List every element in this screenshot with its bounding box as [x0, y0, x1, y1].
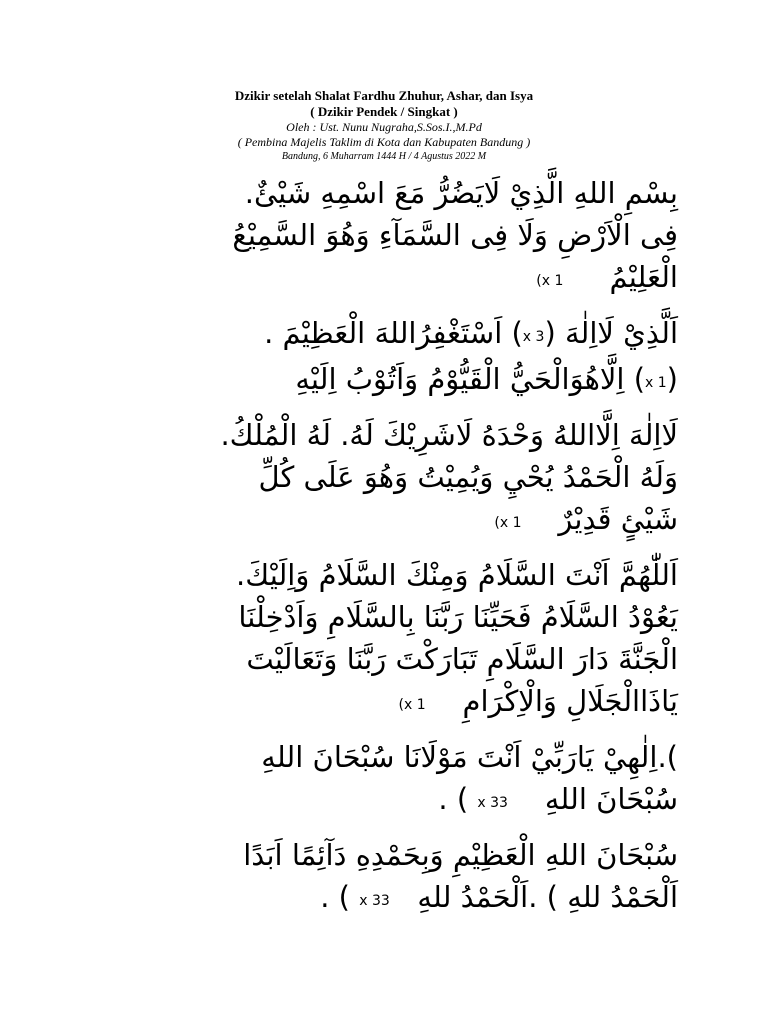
dzikir-paragraph-3: [150, 414, 678, 544]
dzikir-paragraph-1: [150, 172, 678, 302]
arabic-line: الْجَنَّةَ دَارَ السَّلَامِ تَبَارَكْتَ رَبَّنَا وَتَعَالَيْتَ: [246, 642, 678, 676]
arabic-text: اَلْحَمْدُ للهِ ) .اَلْحَمْدُ للهِ: [417, 880, 678, 914]
dzikir-body: [150, 172, 678, 932]
dzikir-paragraph-2: [150, 312, 678, 404]
arabic-line: [150, 498, 678, 544]
arabic-line: [150, 876, 678, 922]
arabic-line: بِسْمِ اللهِ الَّذِيْ لَايَضُرُّ مَعَ اسْمِهِ شَيْئٌ.: [244, 176, 678, 210]
repeat-count: x 33: [359, 893, 390, 909]
document-subtitle: ( Dzikir Pendek / Singkat ): [310, 104, 458, 119]
arabic-line: [150, 256, 678, 302]
arabic-line: ).اِلٰهِيْ يَارَبِّيْ اَنْتَ مَوْلَانَا سُبْحَانَ اللهِ: [261, 740, 678, 774]
repeat-count: x 3: [522, 329, 545, 345]
arabic-text: ) اَسْتَغْفِرُاللهَ الْعَظِيْمَ .: [264, 316, 523, 350]
repeat-count: (x 1: [398, 697, 426, 713]
arabic-text: سُبْحَانَ اللهِ: [544, 782, 678, 816]
arabic-line: سُبْحَانَ اللهِ الْعَظِيْمِ وَبِحَمْدِهِ دَآئِمًا اَبَدًا: [243, 838, 678, 872]
arabic-text: شَيْئٍ قَدِيْرٌ: [558, 502, 678, 536]
arabic-text: ) .: [438, 782, 469, 816]
arabic-text: (: [666, 362, 678, 396]
arabic-line: اَللّٰهُمَّ اَنْتَ السَّلَامُ وَمِنْكَ السَّلَامُ وَاِلَيْكَ.: [236, 558, 678, 592]
date-line: Bandung, 6 Muharram 1444 H / 4 Agustus 2022 M: [281, 151, 487, 162]
affiliation-line: ( Pembina Majelis Taklim di Kota dan Kabupaten Bandung ): [237, 135, 531, 149]
dzikir-paragraph-4: [150, 554, 678, 726]
arabic-line: وَلَهُ الْحَمْدُ يُحْيِ وَيُمِيْتُ وَهُوَ عَلَى كُلِّ: [258, 460, 678, 494]
arabic-line: [150, 680, 678, 726]
arabic-text: ) .: [320, 880, 350, 914]
author-line: Oleh : Ust. Nunu Nugraha,S.Sos.I.,M.Pd: [286, 120, 482, 134]
repeat-count: x 33: [477, 795, 508, 811]
document-title: Dzikir setelah Shalat Fardhu Zhuhur, Ashar, dan Isya: [234, 88, 534, 103]
arabic-text: الْعَلِيْمُ: [609, 260, 678, 294]
arabic-text: ) اِلَّاهُوَالْحَيُّ الْقَيُّوْمُ وَاَتُوْبُ اِلَيْهِ: [295, 362, 646, 396]
arabic-line: لَااِلٰهَ اِلَّااللهُ وَحْدَهُ لَاشَرِيْكَ لَهُ. لَهُ الْمُلْكُ.: [220, 418, 678, 452]
dzikir-paragraph-6: [150, 834, 678, 922]
arabic-line: [150, 778, 678, 824]
arabic-line: [150, 312, 678, 358]
arabic-text: اَلَّذِيْ لَااِلٰهَ (: [544, 316, 678, 350]
arabic-line: يَعُوْدُ السَّلَامُ فَحَيِّنَا رَبَّنَا بِالسَّلَامِ وَاَدْخِلْنَا: [238, 600, 678, 634]
repeat-count: (x 1: [536, 273, 564, 289]
document-header: [0, 88, 768, 163]
dzikir-paragraph-5: [150, 736, 678, 824]
arabic-text: يَاذَاالْجَلَالِ وَالْاِكْرَامِ: [462, 684, 678, 718]
arabic-line: [150, 358, 678, 404]
repeat-count: (x 1: [494, 515, 522, 531]
arabic-line: فِى الْاَرْضِ وَلَا فِى السَّمَآءِ وَهُوَ السَّمِيْعُ: [232, 218, 678, 252]
repeat-count: x 1: [645, 375, 667, 391]
